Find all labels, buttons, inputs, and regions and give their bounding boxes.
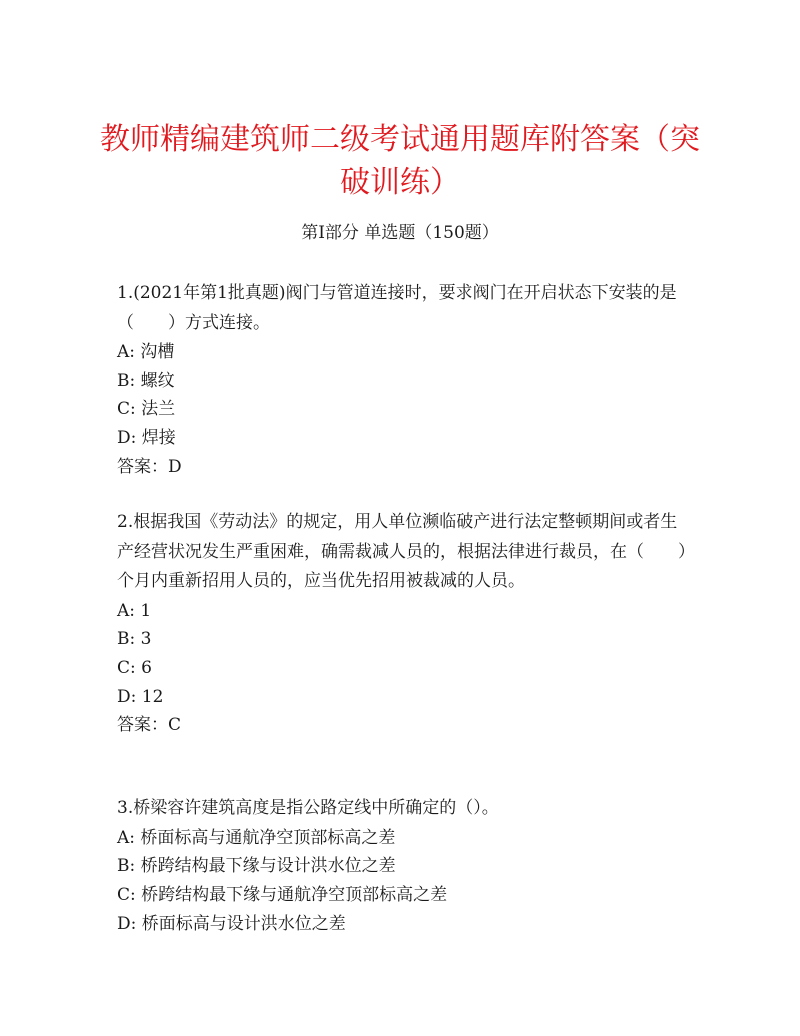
question-3 [117,794,687,938]
option-a: A: 1 [117,600,152,621]
option-d: D: 焊接 [117,428,176,449]
option-c: C: 法兰 [117,399,176,420]
option-d: D: 桥面标高与设计洪水位之差 [117,913,346,934]
section-title: 第I部分 单选题（150题） [301,223,499,243]
option-d: D: 12 [117,686,164,707]
question-1 [117,279,687,482]
question-2 [117,508,687,740]
option-c: C: 6 [117,657,152,678]
option-a: A: 沟槽 [117,342,175,362]
option-c: C: 桥跨结构最下缘与通航净空顶部标高之差 [117,884,448,905]
answer: 答案：C [117,715,182,736]
option-b: B: 螺纹 [117,370,175,391]
option-a: A: 桥面标高与通航净空顶部标高之差 [117,827,396,848]
answer: 答案：D [117,456,182,477]
question-stem: 1.(2021年第1批真题)阀门与管道连接时，要求阀门在开启状态下安装的是（ ）方式连接。 [117,283,677,333]
option-b: B: 桥跨结构最下缘与设计洪水位之差 [117,856,396,877]
document-title: 教师精编建筑师二级考试通用题库附答案（突破训练） [100,122,700,200]
question-stem: 2.根据我国《劳动法》的规定，用人单位濒临破产进行法定整顿期间或者生产经营状况发生严重困难，确需裁减人员的，根据法律进行裁员，在（ ）个月内重新招用人员的，应当优先招用被裁减的人员。 [117,512,687,591]
question-stem: 3.桥梁容许建筑高度是指公路定线中所确定的（）。 [117,798,499,818]
option-b: B: 3 [117,629,152,650]
